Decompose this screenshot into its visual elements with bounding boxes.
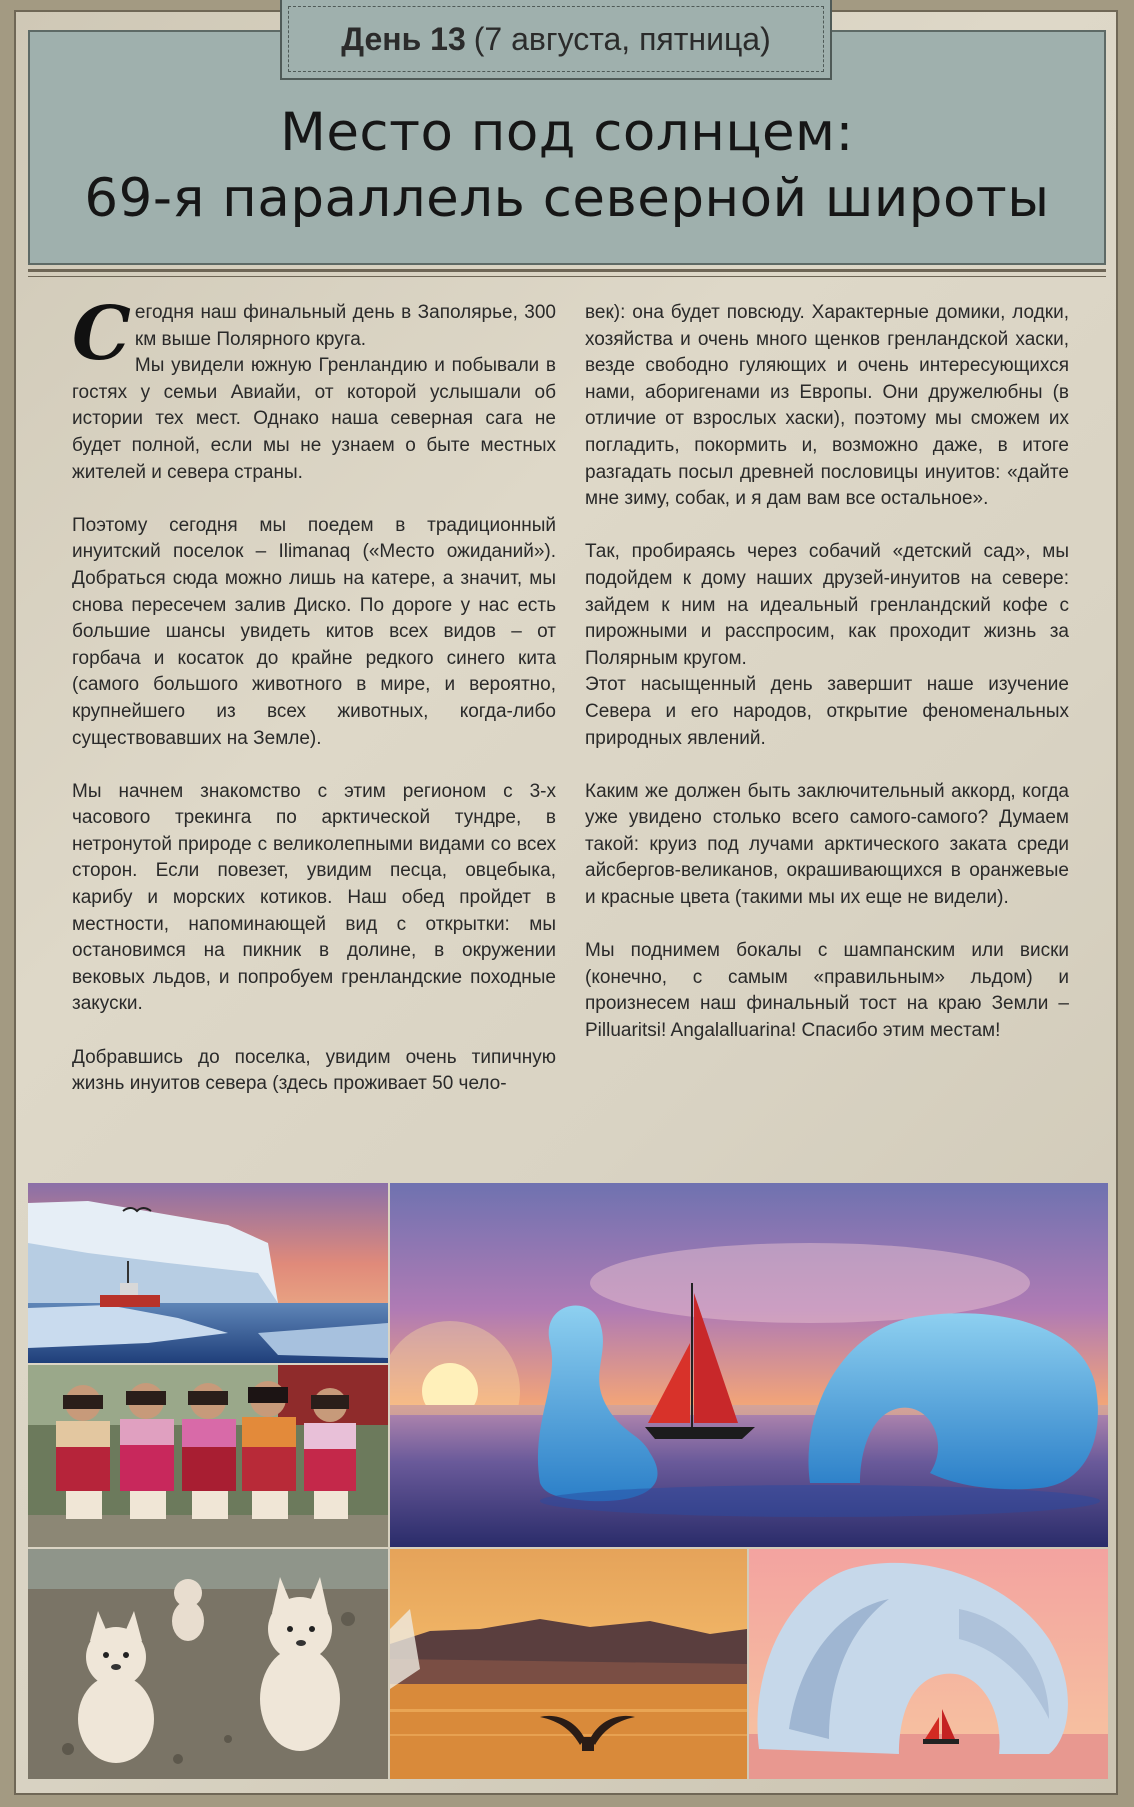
paragraph: Поэтому сегодня мы поедем в традиционный инуитский поселок – Ilimanaq («Место ожиданий»). Добраться сюда можно лишь на катере, а значит, мы снова пересечем залив Диско. По дороге у нас есть большие шансы увидеть китов всех видов – от горбача и косаток до крайне редкого синего кита (самого большого животного в мире, и вероятно, крупнейшего из всех животных, когда-либо существовавших на Земле). — [72, 514, 556, 749]
page-title — [28, 100, 1106, 232]
paragraph: Мы поднимем бокалы с шампанским или виски (конечно, с самым «правильным» льдом) и произнесем наш финальный тост на краю Земли – Pilluaritsi! Angalalluarina! Спасибо этим местам! — [585, 940, 1069, 1042]
day-date: (7 августа, пятница) — [473, 20, 771, 57]
paragraph: век): она будет повсюду. Характерные домики, лодки, хозяйства и очень много щенков гренландской хаски, везде свободно гуляющих и очень интересующихся нами, аборигенами из Европы. Они дружелюбны (в отличие от взрослых хаски), поэтому мы сможем их погладить, покормить и, возможно даже, в итоге разгадать посыл древней пословицы инуитов: «дайте мне зиму, собак, и я дам вам все остальное». — [585, 302, 1069, 510]
paragraph: Каким же должен быть заключительный аккорд, когда уже увидено столько всего самого-самого? Думаем такой: круиз под лучами арктического заката среди айсбергов-великанов, окрашивающихся в оранжевые и красные цвета (такими мы их еще не видели). — [585, 780, 1069, 909]
sailboat-iceberg-sunset-photo — [390, 1183, 1108, 1547]
day-number: День 13 — [341, 20, 466, 57]
paragraph — [72, 291, 556, 377]
photo-gallery — [28, 1183, 1108, 1779]
divider-thick — [28, 269, 1106, 272]
iceberg-boat-photo — [28, 1183, 388, 1363]
whale-tail-photo — [390, 1549, 747, 1779]
paragraph: Мы начнем знакомство с этим регионом с 3-х часового трекинга по арктической тундре, в нетронутой природе с великолепными видами со всех сторон. Если повезет, увидим песца, овцебыка, карибу и морских котиков. Наш обед пройдет в местности, напоминающей вид с открытки: мы остановимся на пикник в долине, в окружении вековых льдов, и попробуем гренландские походные закуски. — [72, 780, 556, 1015]
huskies-photo — [28, 1549, 388, 1779]
article-column-right — [585, 300, 1069, 1045]
ice-arch-photo — [749, 1549, 1108, 1779]
inuit-children-photo — [28, 1365, 388, 1547]
day-tab — [280, 0, 832, 80]
drop-cap: С — [72, 291, 131, 377]
paragraph-text: егодня наш финальный день в Заполярье, 300 км выше Полярного круга. — [134, 302, 556, 350]
divider-thin — [28, 276, 1106, 277]
title-line-2: 69-я параллель северной широты — [84, 168, 1050, 229]
article-column-left — [72, 291, 556, 1098]
paragraph: Добравшись до поселка, увидим очень типичную жизнь инуитов севера (здесь проживает 50 чело- — [72, 1046, 556, 1095]
paragraph: Этот насыщенный день завершит наше изучение Севера и его народов, открытие феноменальных природных явлений. — [585, 674, 1069, 749]
paragraph: Мы увидели южную Гренландию и побывали в гостях у семьи Авиайи, от которой услышали об истории тех мест. Однако наша северная сага не будет полной, если мы не узнаем о быте местных жителей и севера страны. — [72, 355, 556, 483]
title-line-1: Место под солнцем: — [280, 102, 854, 163]
day-tab-label — [288, 6, 824, 72]
paragraph: Так, пробираясь через собачий «детский сад», мы подойдем к дому наших друзей-инуитов на севере: зайдем к ним на идеальный гренландский кофе с пирожными и расспросим, как проходит жизнь за Полярным кругом. — [585, 541, 1069, 669]
